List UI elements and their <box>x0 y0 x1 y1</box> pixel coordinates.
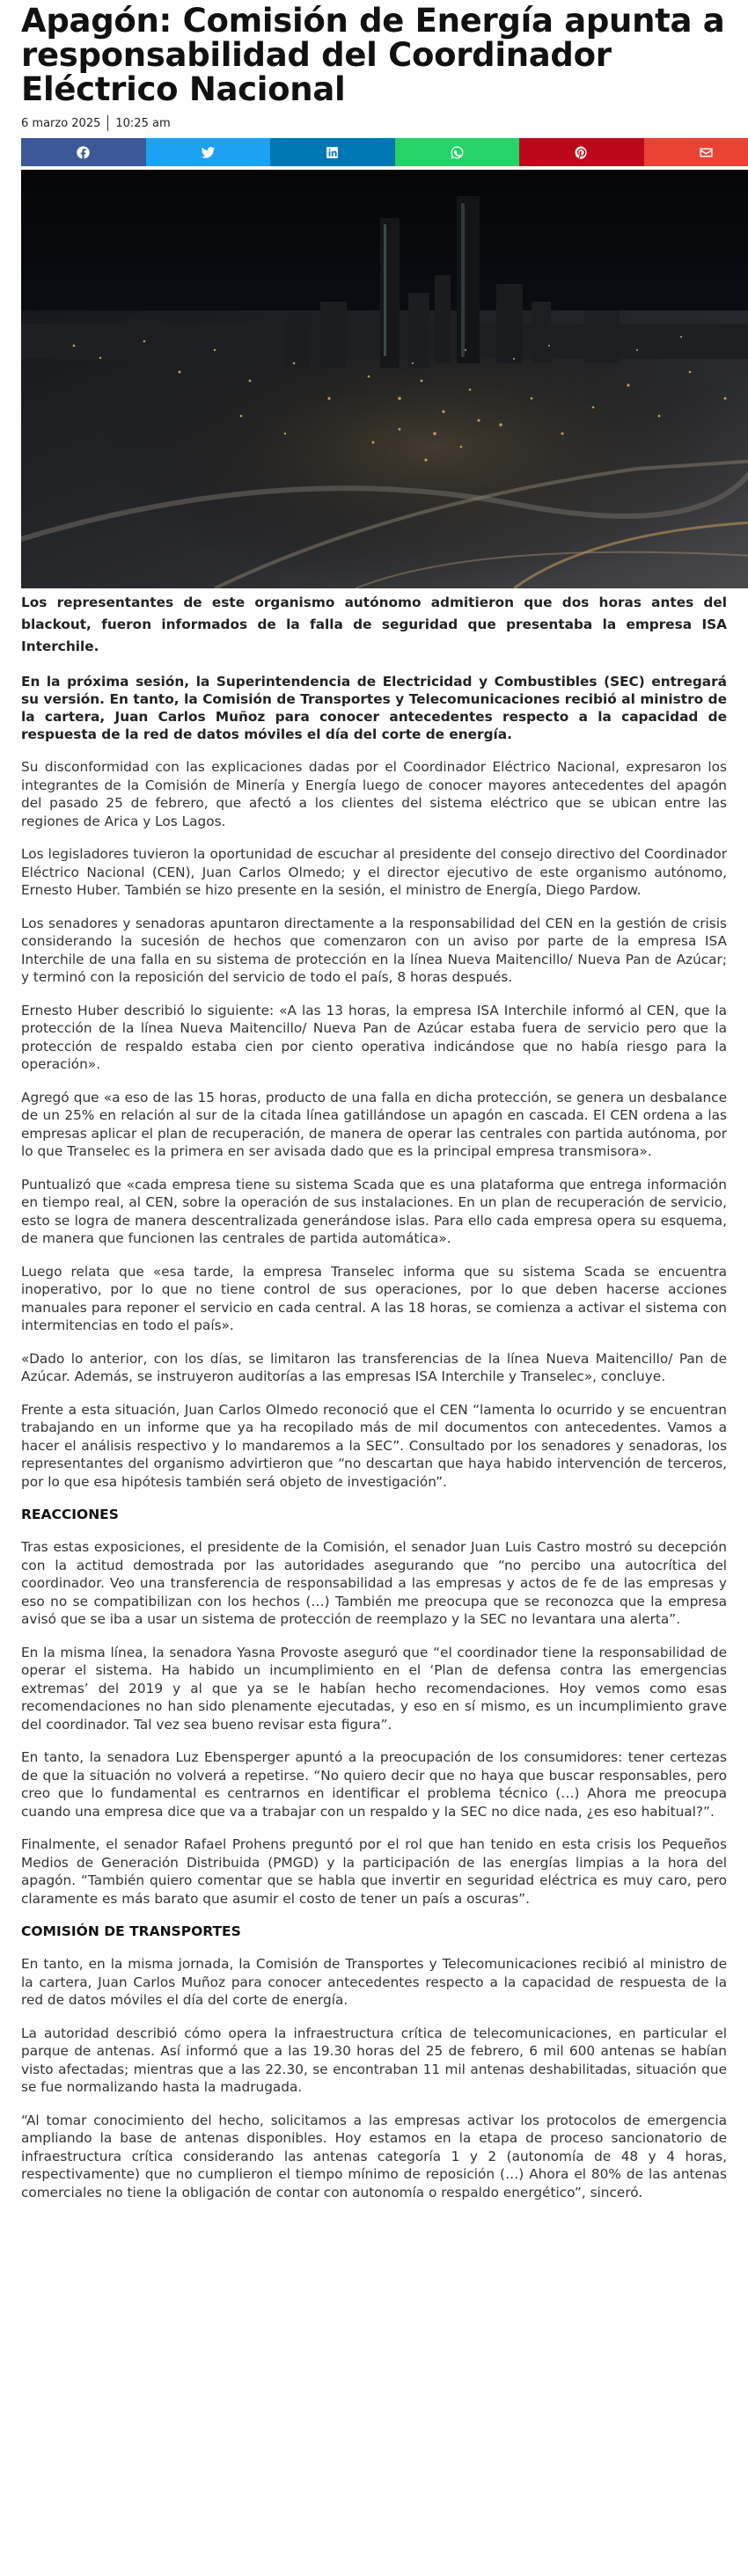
share-twitter-button[interactable] <box>146 138 271 166</box>
body-paragraph: “Al tomar conocimiento del hecho, solicitamos a las empresas activar los protocolos de emergencia ampliando la base de antenas disponibles. Hoy estamos en la etapa de proceso sancionatorio de infraestructura crítica considerando las antenas categoría 1 y 2 (autonomía de 48 y 4 horas, respectivamente) que no cumplieron el tiempo mínimo de reposición (…) Ahora el 80% de las antenas comerciales no tiene la obligación de contar con autonomía o respaldo energético”, sinceró. <box>21 2112 727 2200</box>
body-paragraph: En tanto, la senadora Luz Ebensperger apuntó a la preocupación de los consumidores: tener certezas de que la situación no volverá a repetirse. “No quiero decir que no haya que buscar responsables, pero creo que lo fundamental es centrarnos en identificar el problema técnico (…) Ahora me preocupa cuando una empresa dice que va a trabajar con un respaldo y la SEC no dice nada, ¿es eso habitual?”. <box>21 1749 727 1820</box>
article-photo <box>21 170 748 588</box>
article-body <box>21 758 727 2201</box>
meta-divider <box>107 115 108 131</box>
article-meta <box>21 115 727 131</box>
body-paragraph: Su disconformidad con las explicaciones dadas por el Coordinador Eléctrico Nacional, expresaron los integrantes de la Comisión de Minería y Energía luego de conocer mayores antecedentes del apagón del pasado 25 de febrero, que afectó a los clientes del sistema eléctrico que se ubican entre las regiones de Arica y Los Lagos. <box>21 759 727 829</box>
share-whatsapp-button[interactable] <box>395 138 520 166</box>
article-lead: En la próxima sesión, la Superintendencia de Electricidad y Combustibles (SEC) entregará su versión. En tanto, la Comisión de Transportes y Telecomunicaciones recibió al ministro de la cartera, Juan Carlos Muñoz para conocer antecedentes respecto a la capacidad de respuesta de la red de datos móviles el día del corte de energía. <box>21 674 727 742</box>
whatsapp-icon <box>450 145 465 160</box>
body-paragraph: «Dado lo anterior, con los días, se limitaron las transferencias de la línea Nueva Maitencillo/ Pan de Azúcar. Además, se instruyeron auditorías a las empresas ISA Interchile y Transelec», concluye. <box>21 1350 727 1384</box>
photo-caption: Los representantes de este organismo autónomo admitieron que dos horas antes del blackout, fueron informados de la falla de seguridad que presentaba la empresa ISA Interchile. <box>21 595 727 654</box>
pinterest-icon <box>574 145 589 160</box>
article-date: 6 marzo 2025 <box>21 116 101 130</box>
section-heading-transportes: COMISIÓN DE TRANSPORTES <box>21 1923 241 1939</box>
article-time: 10:25 am <box>115 116 171 130</box>
email-icon <box>699 145 714 160</box>
body-paragraph: Puntualizó que «cada empresa tiene su sistema Scada que es una plataforma que entrega información en tiempo real, al CEN, sobre la operación de sus instalaciones. En un plan de recuperación de servicio, esto se logra de manera descentralizada generándose islas. Para ello cada empresa opera su esquema, de manera que funcionen las centrales de partida automática». <box>21 1176 727 1246</box>
article-title: Apagón: Comisión de Energía apunta a responsabilidad del Coordinador Eléctrico Nacional <box>21 2 725 108</box>
body-paragraph: Frente a esta situación, Juan Carlos Olmedo reconoció que el CEN “lamenta lo ocurrido y se encuentran trabajando en un informe que ya ha recopilado más de mil documentos con antecedentes. Vamos a hacer el análisis respectivo y lo mandaremos a la SEC”. Consultado por los senadores y senadoras, los representantes del organismo advirtieron que “no descartan que haya habido intervención de terceros, por lo que esa hipótesis también será objeto de investigación”. <box>21 1401 727 1490</box>
city-night-image <box>21 170 748 588</box>
share-email-button[interactable] <box>644 138 748 166</box>
body-paragraph: En la misma línea, la senadora Yasna Provoste aseguró que “el coordinador tiene la responsabilidad de operar el sistema. Ha habido un incumplimiento en el ‘Plan de defensa contra las emergencias extremas’ del 2019 y al que ya se le habían hecho recomendaciones. Hoy vemos como esas recomendaciones no han sido plenamente ejecutadas, y eso en sí mismo, es un incumplimiento grave del coordinador. Tal vez sea bueno revisar esta figura”. <box>21 1644 727 1733</box>
body-paragraph: Los senadores y senadoras apuntaron directamente a la responsabilidad del CEN en la gestión de crisis considerando la sucesión de hechos que comenzaron con un aviso por parte de la empresa ISA Interchile de una falla en su sistema de protección en la línea Nueva Maitencillo/ Nueva Pan de Azúcar; y terminó con la reposición del servicio de todo el país, 8 horas después. <box>21 915 727 985</box>
share-pinterest-button[interactable] <box>519 138 644 166</box>
facebook-icon <box>76 145 91 160</box>
body-paragraph: Los legisladores tuvieron la oportunidad de escuchar al presidente del consejo directivo del Coordinador Eléctrico Nacional (CEN), Juan Carlos Olmedo; y el director ejecutivo de este organismo autónomo, Ernesto Huber. También se hizo presente en la sesión, el ministro de Energía, Diego Pardow. <box>21 846 727 898</box>
linkedin-icon <box>325 145 340 160</box>
share-bar <box>21 138 748 166</box>
body-paragraph: Tras estas exposiciones, el presidente de la Comisión, el senador Juan Luis Castro mostró su decepción con la actitud demostrada por las autoridades asegurando que “no percibo una autocrítica del coordinador. Veo una transferencia de responsabilidad a las empresas y actos de fe de las empresas y eso no se compatibilizan con los hechos (…) También me preocupa que se reconozca que la empresa avisó que se iba a usar un sistema de protección de reemplazo y la SEC no levantara una alerta”. <box>21 1539 727 1627</box>
body-paragraph: Ernesto Huber describió lo siguiente: «A las 13 horas, la empresa ISA Interchile informó al CEN, que la protección de la línea Nueva Maitencillo/ Nueva Pan de Azúcar estaba fuera de servicio pero que la protección de respaldo estaba cien por ciento operativa indicándose que no había riesgo para la operación». <box>21 1002 727 1072</box>
body-paragraph: La autoridad describió cómo opera la infraestructura crítica de telecomunicaciones, en particular el parque de antenas. Así informó que a las 19.30 horas del 25 de febrero, 6 mil 600 antenas se habían visto afectadas; mientras que a las 22.30, se encontraban 11 mil antenas deshabilitadas, situación que se fue normalizando hasta la madrugada. <box>21 2025 727 2095</box>
share-facebook-button[interactable] <box>21 138 146 166</box>
body-paragraph: En tanto, en la misma jornada, la Comisión de Transportes y Telecomunicaciones recibió al ministro de la cartera, Juan Carlos Muñoz para conocer antecedentes respecto a la capacidad de respuesta de la red de datos móviles el día del corte de energía. <box>21 1956 727 2008</box>
twitter-icon <box>201 145 216 160</box>
body-paragraph: Luego relata que «esa tarde, la empresa Transelec informa que su sistema Scada se encuentra inoperativo, por lo que no tiene control de sus operaciones, por lo que deben hacerse acciones manuales para reponer el servicio en cada central. A las 18 horas, se comienza a activar el sistema con intermitencias en todo el país». <box>21 1263 727 1333</box>
share-linkedin-button[interactable] <box>270 138 395 166</box>
section-heading-reacciones: REACCIONES <box>21 1507 119 1522</box>
body-paragraph: Agregó que «a eso de las 15 horas, producto de una falla en dicha protección, se genera un desbalance de un 25% en relación al sur de la citada línea gatillándose un apagón en cascada. El CEN ordena a las empresas aplicar el plan de recuperación, de manera de operar las centrales con partida autónoma, por lo que Transelec es la primera en ser avisada dado que es la principal empresa transmisora». <box>21 1089 727 1159</box>
body-paragraph: Finalmente, el senador Rafael Prohens preguntó por el rol que han tenido en esta crisis los Pequeños Medios de Generación Distribuida (PMGD) y la participación de las energías limpias a la hora del apagón. “También quiero comentar que se habla que invertir en seguridad eléctrica es muy caro, pero claramente es más barato que asumir el costo de tener un país a oscuras”. <box>21 1836 727 1907</box>
